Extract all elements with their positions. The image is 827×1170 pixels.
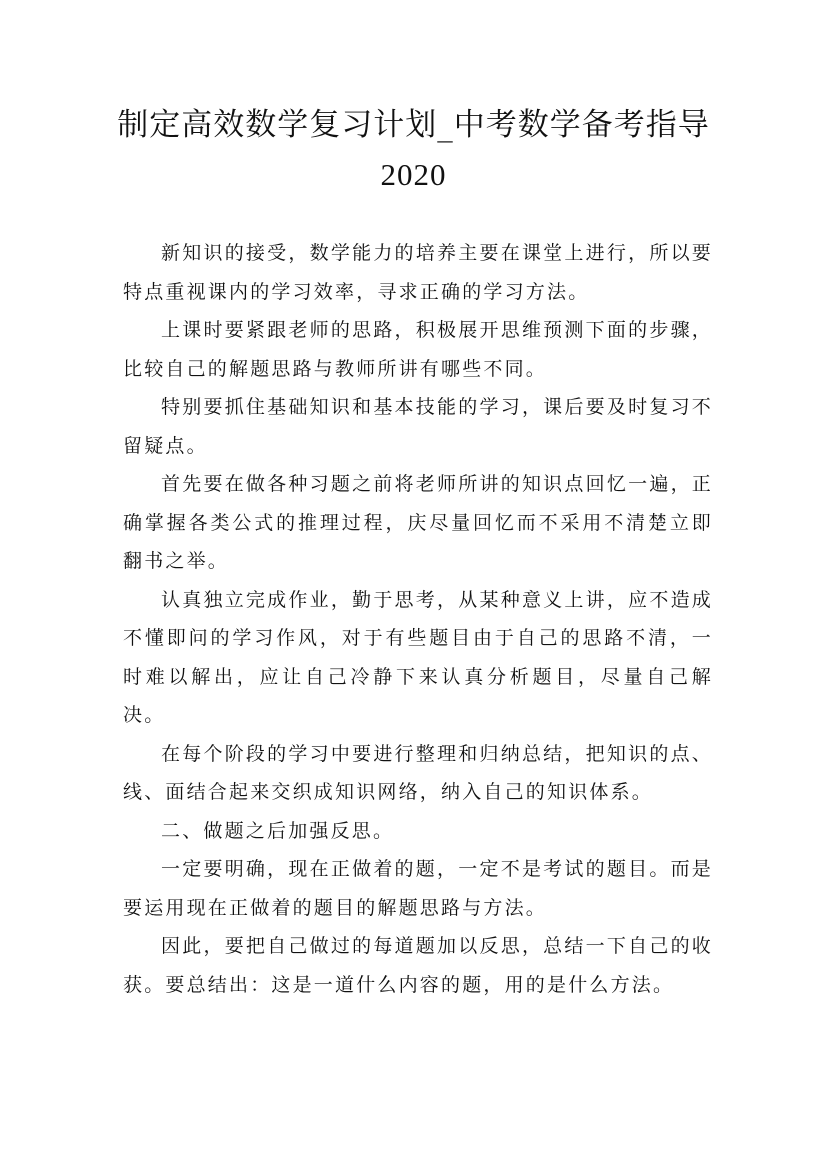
paragraph: 上课时要紧跟老师的思路，积极展开思维预测下面的步骤，比较自己的解题思路与教师所讲有哪些不同。 [123,319,713,380]
paragraph: 一定要明确，现在正做着的题，一定不是考试的题目。而是要运用现在正做着的题目的解题思路与方法。 [123,858,713,919]
page-title [60,100,767,200]
paragraph: 新知识的接受，数学能力的培养主要在课堂上进行，所以要特点重视课内的学习效率，寻求正确的学习方法。 [123,242,713,303]
section-heading: 二、做题之后加强反思。 [161,819,395,842]
paragraph: 特别要抓住基础知识和基本技能的学习，课后要及时复习不留疑点。 [123,396,713,457]
paragraph: 因此，要把自己做过的每道题加以反思，总结一下自己的收获。要总结出：这是一道什么内容的题，用的是什么方法。 [123,935,713,996]
title-line-2: 2020 [380,157,447,192]
paragraph: 首先要在做各种习题之前将老师所讲的知识点回忆一遍，正确掌握各类公式的推理过程，庆尽量回忆而不采用不清楚立即翻书之举。 [123,473,713,572]
title-line-1: 制定高效数学复习计划_中考数学备考指导 [117,107,710,143]
paragraph: 认真独立完成作业，勤于思考，从某种意义上讲，应不造成不懂即问的学习作风，对于有些题目由于自己的思路不清，一时难以解出，应让自己冷静下来认真分析题目，尽量自己解决。 [123,588,713,726]
document-body [123,234,713,1004]
paragraph: 在每个阶段的学习中要进行整理和归纳总结，把知识的点、线、面结合起来交织成知识网络，纳入自己的知识体系。 [123,742,713,803]
